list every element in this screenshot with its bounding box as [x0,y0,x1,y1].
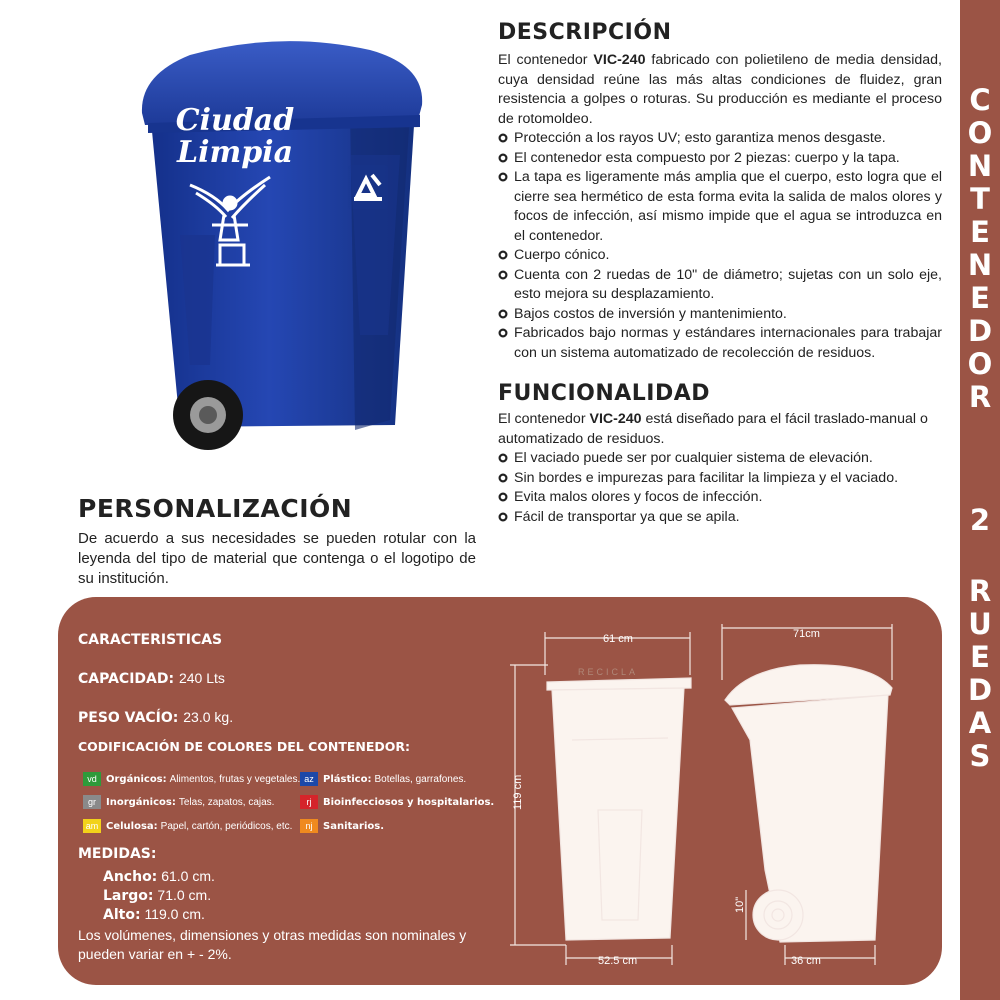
dim-wheel-diameter: 10" [734,896,746,913]
side-title-letter: N [967,149,993,183]
side-title-letter: T [970,182,990,216]
color-code-name: Orgánicos: [106,773,167,785]
alto-label: Alto: [103,907,141,923]
color-code-name: Sanitarios. [323,820,385,832]
bullet-ring-icon [498,309,509,320]
color-code-item [300,819,387,833]
bullet-item [498,129,942,149]
side-title-letter: N [967,248,993,282]
side-title-letter: E [970,215,990,249]
descripcion-intro [498,51,942,129]
bullet-text: Cuerpo cónico. [514,247,610,263]
color-code-item [83,772,300,786]
color-code-item [83,819,292,833]
color-code-item [300,772,466,786]
bullet-text: La tapa es ligeramente más amplia que el cuerpo, esto logra que el cierre sea hermético de esta forma evita la salida de malos olores y focos de infección, así mismo impide que el agua se introduzca en el contenedor. [514,169,942,244]
largo-value: 71.0 cm. [157,887,212,903]
bullet-text: Fácil de transportar ya que se apila. [514,508,740,525]
funcionalidad-intro [498,410,942,449]
descripcion-heading: DESCRIPCIÓN [498,20,672,45]
bullet-item [498,324,942,363]
side-title-letter: 2 [969,503,991,537]
bullet-ring-icon [498,328,509,339]
dim-side-width: 71cm [793,628,820,640]
intro-text: El contenedor [498,52,594,68]
bullet-item [498,246,942,266]
bullet-text: El vaciado puede ser por cualquier sistema de elevación. [514,450,873,466]
color-code-name: Plástico: [323,773,372,785]
color-code-name: Celulosa: [106,820,158,832]
bullet-ring-icon [498,250,509,261]
funcionalidad-heading: FUNCIONALIDAD [498,381,711,406]
bullet-ring-icon [498,492,509,503]
bullet-ring-icon [498,153,509,164]
wheel-icon [173,380,243,450]
color-chip: rj [300,795,318,809]
brand-line2: Limpia [176,135,294,170]
medidas-heading: MEDIDAS: [78,846,157,862]
bullet-ring-icon [498,270,509,281]
bullet-ring-icon [498,512,509,523]
ancho-row [103,867,215,886]
side-title-letter: R [968,380,992,414]
bullet-item [498,469,942,489]
color-code-item [83,795,274,809]
bullet-item [498,305,942,325]
descripcion-text [498,51,942,363]
side-title-letter: R [968,574,992,608]
lid-embossed-text: RECICLA [578,667,639,677]
bullet-text: Evita malos olores y focos de infección. [514,489,763,505]
intro-text: El contenedor [498,411,590,427]
dim-front-top-width: 61 cm [603,633,633,645]
capacidad-value: 240 Lts [178,670,225,686]
tolerance-note: Los volúmenes, dimensiones y otras medidas son nominales y pueden variar en + - 2%. [78,927,467,962]
side-title-letter: O [967,347,993,381]
peso-value: 23.0 kg. [183,709,234,725]
bullet-ring-icon [498,453,509,464]
bullet-item [498,168,942,246]
color-code-desc: Alimentos, frutas y vegetales. [169,773,301,785]
color-chip: nj [300,819,318,833]
model-name: VIC-240 [589,411,642,427]
model-name: VIC-240 [593,52,646,68]
peso-label: PESO VACÍO: [78,710,179,726]
intro-text: fabricado con polietileno de media densidad, cuya densidad reúne las más altas condiciones de fluidez, gran resistencia a golpes o roturas. Su producción es mediante el proceso de rotomoldeo. [498,52,942,127]
peso-row [78,709,233,726]
side-title-letter: D [967,314,993,348]
bullet-text: El contenedor esta compuesto por 2 piezas: cuerpo y la tapa. [514,149,900,166]
bullet-ring-icon [498,473,509,484]
color-chip: gr [83,795,101,809]
dim-front-bottom-width: 52.5 cm [598,955,638,967]
color-chip: az [300,772,318,786]
bullet-text: Protección a los rayos UV; esto garantiza menos desgaste. [514,130,886,146]
bullet-ring-icon [498,133,509,144]
bullet-ring-icon [498,172,509,183]
side-title-letter: D [967,673,993,707]
codificacion-heading: CODIFICACIÓN DE COLORES DEL CONTENEDOR: [78,739,411,754]
alto-value: 119.0 cm. [144,906,205,922]
alto-row [103,905,205,924]
personalizacion-text: De acuerdo a sus necesidades se pueden rotular con la leyenda del tipo de material que contenga o el logotipo de su institución. [78,530,476,587]
caracteristicas-heading: CARACTERISTICAS [78,632,223,648]
color-code-name: Bioinfecciosos y hospitalarios. [323,796,495,808]
color-code-desc: Papel, cartón, periódicos, etc. [160,820,293,832]
descripcion-bullet-list [498,129,942,363]
largo-label: Largo: [103,888,154,904]
bullet-text: Fabricados bajo normas y estándares internacionales para trabajar con un sistema automatizado de recolección de residuos. [514,325,942,361]
bullet-item [498,488,942,508]
side-title-letter: E [970,640,990,674]
bullet-item [498,149,942,169]
bullet-text: Cuenta con 2 ruedas de 10" de diámetro; sujetas con un solo eje, esto mejora su desplazamiento. [514,266,942,302]
recycle-icon [348,165,388,209]
side-title-letter: C [969,83,991,117]
ancho-label: Ancho: [103,869,158,885]
bullet-item [498,449,942,469]
funcionalidad-text [498,410,942,527]
side-title-letter: S [969,739,991,773]
funcionalidad-bullet-list [498,449,942,527]
capacidad-label: CAPACIDAD: [78,671,175,687]
color-code-desc: Botellas, garrafones. [374,773,467,785]
color-code-desc: Telas, zapatos, cajas. [178,796,275,808]
ancho-value: 61.0 cm. [161,868,215,884]
dimension-drawings [500,620,920,975]
container-product-image [120,35,440,485]
color-code-item [300,795,497,809]
color-chip: vd [83,772,101,786]
largo-row [103,886,211,905]
color-code-name: Inorgánicos: [106,796,176,808]
intro-text: está diseñado para el fácil traslado-manual o automatizado de residuos. [498,411,928,447]
side-title-letter: O [967,116,993,150]
bullet-item [498,266,942,305]
side-title-letter: A [968,706,992,740]
side-title-letter: U [968,607,992,641]
bullet-text: Bajos costos de inversión y mantenimiento. [514,305,787,322]
side-title-letter: E [970,281,990,315]
brand-line1: Ciudad [175,103,295,138]
personalizacion-heading: PERSONALIZACIÓN [78,494,353,523]
capacidad-row [78,670,225,687]
side-title-band [960,0,1000,1000]
bullet-text: Sin bordes e impurezas para facilitar la limpieza y el vaciado. [514,469,899,486]
color-chip: am [83,819,101,833]
dim-height: 119 cm [512,774,524,810]
bullet-item [498,508,942,528]
dim-side-bottom-width: 36 cm [791,955,821,967]
